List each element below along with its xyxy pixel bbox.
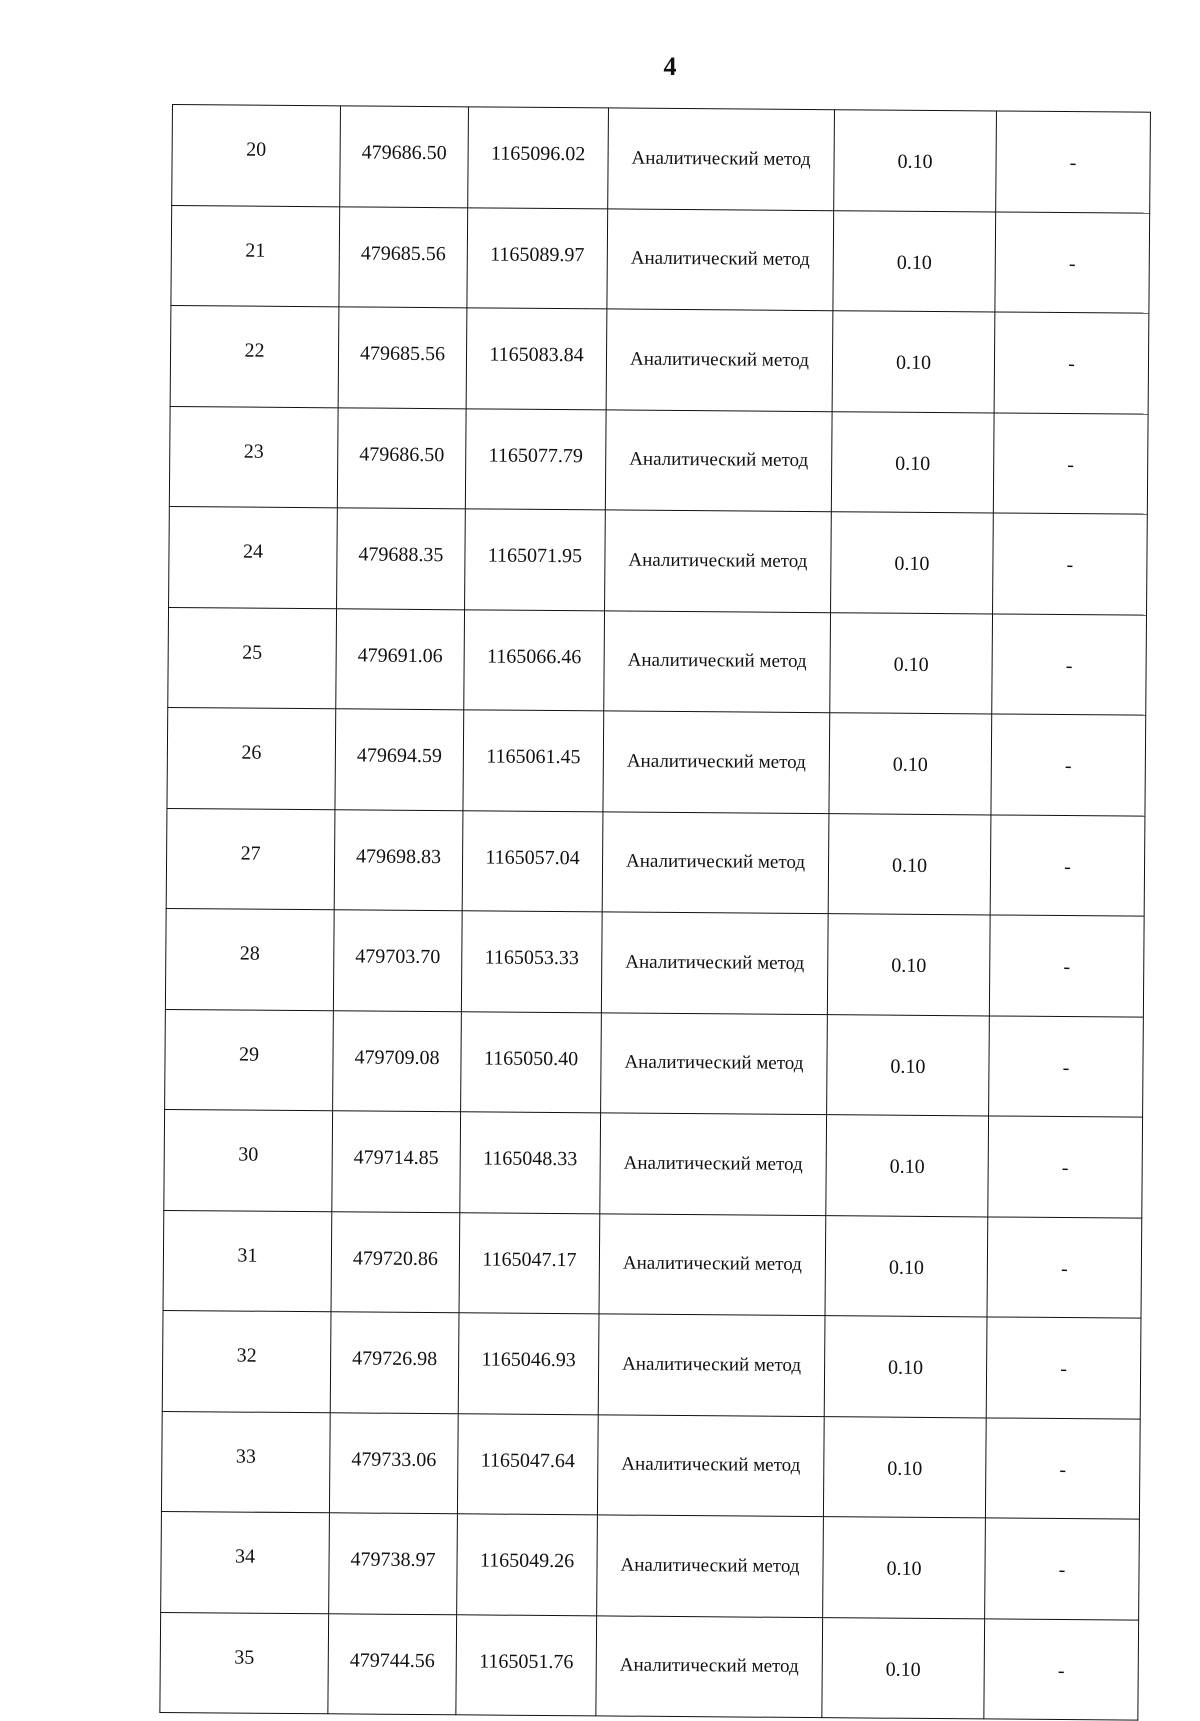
- precision-cell: 0.10: [829, 713, 992, 815]
- method-cell: Аналитический метод: [598, 1314, 825, 1416]
- description-cell: -: [989, 1015, 1144, 1117]
- point-number-cell: 20: [172, 105, 341, 207]
- precision-cell: 0.10: [824, 1316, 987, 1418]
- point-number-cell: 24: [169, 506, 338, 608]
- point-number-cell: 25: [168, 607, 337, 709]
- y-coordinate-cell: 1165049.26: [457, 1514, 598, 1616]
- method-cell: Аналитический метод: [601, 1012, 828, 1114]
- table-row: [169, 506, 1148, 614]
- precision-cell: 0.10: [823, 1416, 986, 1518]
- y-coordinate-cell: 1165047.64: [457, 1413, 598, 1515]
- description-cell: -: [989, 915, 1144, 1017]
- x-coordinate-cell: 479686.50: [337, 407, 466, 509]
- table-row: [165, 908, 1144, 1016]
- x-coordinate-cell: 479726.98: [330, 1312, 459, 1414]
- point-number-cell: 22: [170, 305, 339, 407]
- description-cell: -: [985, 1518, 1140, 1620]
- precision-cell: 0.10: [833, 210, 996, 312]
- x-coordinate-cell: 479691.06: [336, 608, 465, 710]
- method-cell: Аналитический метод: [605, 510, 832, 612]
- x-coordinate-cell: 479738.97: [329, 1513, 458, 1615]
- description-cell: -: [988, 1116, 1143, 1218]
- precision-cell: 0.10: [830, 612, 993, 714]
- coordinates-table-container: [159, 104, 1150, 1721]
- table-row: [165, 1009, 1144, 1117]
- point-number-cell: 21: [171, 205, 340, 307]
- table-row: [161, 1411, 1140, 1519]
- table-row: [172, 105, 1151, 213]
- method-cell: Аналитический метод: [604, 610, 831, 712]
- description-cell: -: [993, 513, 1148, 615]
- description-cell: -: [986, 1317, 1141, 1419]
- point-number-cell: 29: [165, 1009, 334, 1111]
- method-cell: Аналитический метод: [596, 1615, 823, 1717]
- point-number-cell: 35: [160, 1612, 329, 1714]
- table-row: [166, 808, 1145, 916]
- precision-cell: 0.10: [832, 311, 995, 413]
- table-row: [164, 1109, 1143, 1217]
- x-coordinate-cell: 479694.59: [335, 709, 464, 811]
- method-cell: Аналитический метод: [605, 409, 832, 511]
- description-cell: -: [996, 111, 1151, 213]
- method-cell: Аналитический метод: [601, 912, 828, 1014]
- y-coordinate-cell: 1165061.45: [463, 710, 604, 812]
- description-cell: -: [987, 1216, 1142, 1318]
- precision-cell: 0.10: [827, 914, 990, 1016]
- y-coordinate-cell: 1165046.93: [458, 1313, 599, 1415]
- table-row: [160, 1612, 1139, 1720]
- point-number-cell: 27: [166, 808, 335, 910]
- y-coordinate-cell: 1165051.76: [456, 1614, 597, 1716]
- x-coordinate-cell: 479744.56: [328, 1613, 457, 1715]
- description-cell: -: [990, 814, 1145, 916]
- precision-cell: 0.10: [827, 1014, 990, 1116]
- y-coordinate-cell: 1165048.33: [460, 1112, 601, 1214]
- point-number-cell: 26: [167, 707, 336, 809]
- x-coordinate-cell: 479688.35: [337, 508, 466, 610]
- description-cell: -: [993, 412, 1148, 514]
- coordinates-table: [159, 104, 1151, 1721]
- precision-cell: 0.10: [826, 1115, 989, 1217]
- x-coordinate-cell: 479714.85: [332, 1111, 461, 1213]
- y-coordinate-cell: 1165071.95: [465, 509, 606, 611]
- method-cell: Аналитический метод: [608, 108, 835, 210]
- y-coordinate-cell: 1165047.17: [459, 1212, 600, 1314]
- x-coordinate-cell: 479703.70: [333, 910, 462, 1012]
- description-cell: -: [985, 1417, 1140, 1519]
- method-cell: Аналитический метод: [599, 1213, 826, 1315]
- table-row: [168, 607, 1147, 715]
- precision-cell: 0.10: [831, 512, 994, 614]
- y-coordinate-cell: 1165077.79: [465, 408, 606, 510]
- point-number-cell: 34: [161, 1511, 330, 1613]
- table-body: [160, 105, 1151, 1721]
- description-cell: -: [992, 613, 1147, 715]
- x-coordinate-cell: 479685.56: [338, 307, 467, 409]
- y-coordinate-cell: 1165066.46: [464, 609, 605, 711]
- point-number-cell: 32: [162, 1310, 331, 1412]
- table-row: [171, 205, 1150, 313]
- table-row: [161, 1511, 1140, 1619]
- precision-cell: 0.10: [831, 411, 994, 513]
- table-row: [170, 305, 1149, 413]
- description-cell: -: [991, 714, 1146, 816]
- method-cell: Аналитический метод: [603, 711, 830, 813]
- method-cell: Аналитический метод: [606, 309, 833, 411]
- x-coordinate-cell: 479720.86: [331, 1211, 460, 1313]
- description-cell: -: [994, 312, 1149, 414]
- y-coordinate-cell: 1165057.04: [462, 810, 603, 912]
- table-row: [162, 1310, 1141, 1418]
- y-coordinate-cell: 1165083.84: [466, 308, 607, 410]
- page-number: 4: [663, 52, 677, 81]
- precision-cell: 0.10: [828, 813, 991, 915]
- precision-cell: 0.10: [825, 1215, 988, 1317]
- x-coordinate-cell: 479698.83: [334, 809, 463, 911]
- x-coordinate-cell: 479686.50: [340, 106, 469, 208]
- y-coordinate-cell: 1165096.02: [468, 107, 609, 209]
- method-cell: Аналитический метод: [607, 208, 834, 310]
- y-coordinate-cell: 1165089.97: [467, 207, 608, 309]
- table-row: [167, 707, 1146, 815]
- method-cell: Аналитический метод: [597, 1414, 824, 1516]
- table-row: [163, 1210, 1142, 1318]
- method-cell: Аналитический метод: [602, 811, 829, 913]
- y-coordinate-cell: 1165050.40: [461, 1011, 602, 1113]
- precision-cell: 0.10: [823, 1517, 986, 1619]
- point-number-cell: 30: [164, 1109, 333, 1211]
- precision-cell: 0.10: [822, 1617, 985, 1719]
- precision-cell: 0.10: [834, 110, 997, 212]
- description-cell: -: [984, 1618, 1139, 1720]
- x-coordinate-cell: 479685.56: [339, 206, 468, 308]
- point-number-cell: 23: [169, 406, 338, 508]
- point-number-cell: 28: [165, 908, 334, 1010]
- table-row: [169, 406, 1148, 514]
- method-cell: Аналитический метод: [597, 1515, 824, 1617]
- y-coordinate-cell: 1165053.33: [461, 911, 602, 1013]
- point-number-cell: 31: [163, 1210, 332, 1312]
- x-coordinate-cell: 479733.06: [329, 1412, 458, 1514]
- x-coordinate-cell: 479709.08: [333, 1010, 462, 1112]
- point-number-cell: 33: [161, 1411, 330, 1513]
- method-cell: Аналитический метод: [600, 1113, 827, 1215]
- description-cell: -: [995, 211, 1150, 313]
